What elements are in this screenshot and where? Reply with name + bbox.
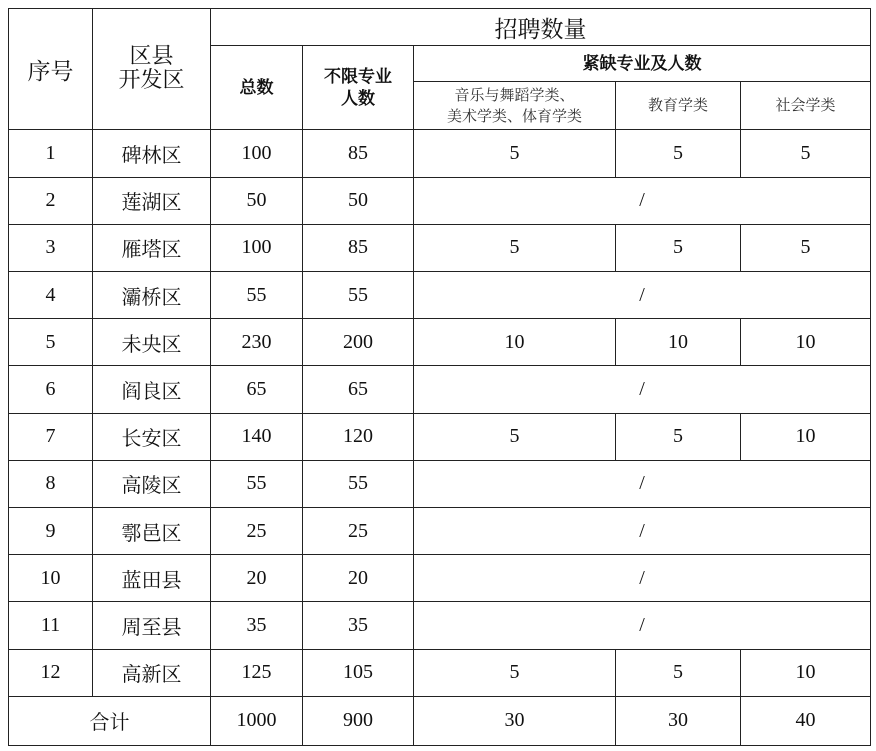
cell-social: 5 <box>741 130 871 177</box>
cell-seq: 11 <box>9 602 93 649</box>
header-shortage: 紧缺专业及人数 <box>414 46 871 82</box>
cell-seq: 4 <box>9 272 93 319</box>
cell-district: 周至县 <box>93 602 211 649</box>
table-row <box>9 602 871 649</box>
total-label: 合计 <box>9 696 211 745</box>
cell-seq: 5 <box>9 319 93 366</box>
table-row <box>9 366 871 413</box>
table-row <box>9 319 871 366</box>
cell-unlimited: 120 <box>303 413 414 460</box>
cell-district: 碑林区 <box>93 130 211 177</box>
cell-total: 100 <box>211 130 303 177</box>
cell-seq: 12 <box>9 649 93 696</box>
header-unlimited-line2: 人数 <box>341 88 375 109</box>
cell-no-shortage: / <box>414 177 871 224</box>
cell-district: 长安区 <box>93 413 211 460</box>
header-seq: 序号 <box>9 9 93 130</box>
cell-district: 未央区 <box>93 319 211 366</box>
table-row <box>9 272 871 319</box>
cell-music: 5 <box>414 649 616 696</box>
header-music-line1: 音乐与舞蹈学类、 <box>454 85 575 104</box>
cell-education: 5 <box>616 413 741 460</box>
table-row <box>9 177 871 224</box>
total-cell-unlimited: 900 <box>303 696 414 745</box>
cell-seq: 2 <box>9 177 93 224</box>
cell-unlimited: 50 <box>303 177 414 224</box>
cell-music: 5 <box>414 413 616 460</box>
total-cell-education: 30 <box>616 696 741 745</box>
header-social: 社会学类 <box>741 82 871 130</box>
cell-district: 鄠邑区 <box>93 507 211 554</box>
cell-unlimited: 105 <box>303 649 414 696</box>
header-music <box>414 82 616 130</box>
header-recruit-count: 招聘数量 <box>211 9 871 46</box>
cell-no-shortage: / <box>414 272 871 319</box>
cell-total: 125 <box>211 649 303 696</box>
table-row <box>9 224 871 271</box>
cell-social: 10 <box>741 319 871 366</box>
cell-district: 雁塔区 <box>93 224 211 271</box>
cell-seq: 3 <box>9 224 93 271</box>
table-body <box>9 9 871 746</box>
cell-district: 高新区 <box>93 649 211 696</box>
cell-no-shortage: / <box>414 555 871 602</box>
cell-no-shortage: / <box>414 366 871 413</box>
cell-unlimited: 85 <box>303 224 414 271</box>
header-district-line1: 区县 <box>129 44 174 70</box>
cell-total: 55 <box>211 460 303 507</box>
cell-district: 蓝田县 <box>93 555 211 602</box>
header-music-line2: 美术学类、体育学类 <box>446 106 582 125</box>
table-row <box>9 507 871 554</box>
table-row <box>9 413 871 460</box>
table-row <box>9 460 871 507</box>
cell-social: 10 <box>741 649 871 696</box>
total-cell-social: 40 <box>741 696 871 745</box>
cell-unlimited: 65 <box>303 366 414 413</box>
cell-unlimited: 85 <box>303 130 414 177</box>
cell-district: 莲湖区 <box>93 177 211 224</box>
total-row <box>9 696 871 745</box>
cell-district: 阎良区 <box>93 366 211 413</box>
cell-seq: 7 <box>9 413 93 460</box>
header-district <box>93 9 211 130</box>
cell-total: 140 <box>211 413 303 460</box>
table-row <box>9 130 871 177</box>
cell-district: 高陵区 <box>93 460 211 507</box>
cell-no-shortage: / <box>414 507 871 554</box>
cell-education: 5 <box>616 224 741 271</box>
header-district-line2: 开发区 <box>118 68 185 94</box>
cell-total: 35 <box>211 602 303 649</box>
cell-no-shortage: / <box>414 460 871 507</box>
recruitment-table <box>8 8 871 746</box>
cell-seq: 8 <box>9 460 93 507</box>
header-total: 总数 <box>211 46 303 130</box>
cell-unlimited: 20 <box>303 555 414 602</box>
cell-social: 5 <box>741 224 871 271</box>
cell-seq: 9 <box>9 507 93 554</box>
cell-education: 5 <box>616 649 741 696</box>
cell-total: 65 <box>211 366 303 413</box>
cell-total: 100 <box>211 224 303 271</box>
table-row <box>9 555 871 602</box>
cell-total: 50 <box>211 177 303 224</box>
cell-total: 230 <box>211 319 303 366</box>
cell-total: 55 <box>211 272 303 319</box>
cell-unlimited: 35 <box>303 602 414 649</box>
header-row-1 <box>9 9 871 46</box>
cell-district: 灞桥区 <box>93 272 211 319</box>
cell-total: 25 <box>211 507 303 554</box>
header-unlimited-line1: 不限专业 <box>324 66 392 87</box>
cell-unlimited: 55 <box>303 460 414 507</box>
header-unlimited <box>303 46 414 130</box>
total-cell-total: 1000 <box>211 696 303 745</box>
cell-unlimited: 25 <box>303 507 414 554</box>
cell-unlimited: 200 <box>303 319 414 366</box>
cell-music: 5 <box>414 224 616 271</box>
cell-music: 10 <box>414 319 616 366</box>
cell-education: 10 <box>616 319 741 366</box>
header-education: 教育学类 <box>616 82 741 130</box>
cell-no-shortage: / <box>414 602 871 649</box>
total-cell-music: 30 <box>414 696 616 745</box>
cell-seq: 6 <box>9 366 93 413</box>
cell-education: 5 <box>616 130 741 177</box>
cell-total: 20 <box>211 555 303 602</box>
table-row <box>9 649 871 696</box>
cell-social: 10 <box>741 413 871 460</box>
cell-music: 5 <box>414 130 616 177</box>
cell-unlimited: 55 <box>303 272 414 319</box>
cell-seq: 1 <box>9 130 93 177</box>
cell-seq: 10 <box>9 555 93 602</box>
